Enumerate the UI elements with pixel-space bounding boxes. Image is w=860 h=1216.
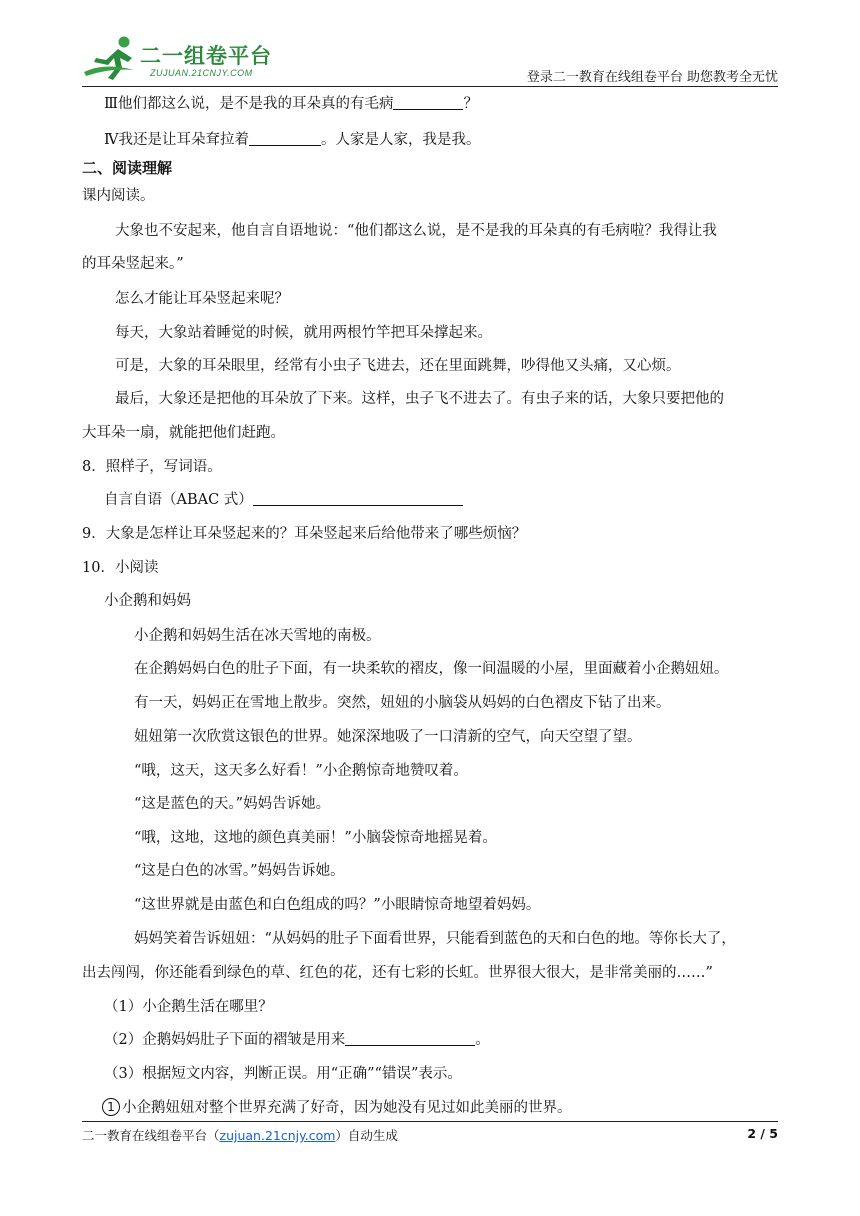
header-slogan: 登录二一教育在线组卷平台 助您教考全无忧 [526,70,778,85]
question-9: 9．大象是怎样让耳朵竖起来的？耳朵竖起来后给他带来了哪些烦恼？ [82,526,527,542]
sub-question-1: （1）小企鹅生活在哪里？ [104,999,273,1015]
text-line: 可是，大象的耳朵眼里，经常有小虫子飞进去，还在里面跳舞，吵得他又头痛，又心烦。 [115,358,681,374]
brand-name: 二一组卷平台 [140,44,272,68]
text-line: “这是蓝色的天。”妈妈告诉她。 [134,796,331,812]
brand-logo[interactable] [78,32,288,84]
text-line: Ⅳ我还是让耳朵耷拉着 。人家是人家，我是我。 [104,132,481,148]
question-8: 8．照样子，写词语。 [82,459,222,475]
header-divider [82,86,778,87]
text-line: “哦，这地，这地的颜色真美丽！”小脑袋惊奇地摇晃着。 [134,830,497,846]
text-line: “这是白色的冰雪。”妈妈告诉她。 [134,863,345,879]
brand-url: ZUJUAN.21CNJY.COM [150,68,253,78]
text-line: “这世界就是由蓝色和白色组成的吗？”小眼睛惊奇地望着妈妈。 [134,897,541,913]
text-line: 的耳朵竖起来。” [82,256,184,272]
text-line: “哦，这天，这天多么好看！”小企鹅惊奇地赞叹着。 [134,763,468,779]
text-line: 最后，大象还是把他的耳朵放了下来。这样，虫子飞不进去了。有虫子来的话，大象只要把他的 [115,391,724,407]
text-line: 每天，大象站着睡觉的时候，就用两根竹竿把耳朵撑起来。 [115,325,492,341]
text-line: 大耳朵一扇，就能把他们赶跑。 [82,425,285,441]
answer-blank[interactable] [249,130,321,146]
text-line: 小企鹅和妈妈生活在冰天雪地的南极。 [134,628,381,644]
page-footer [82,1126,778,1148]
text-line: 妞妞第一次欣赏这银色的世界。她深深地吸了一口清新的空气，向天空望了望。 [134,729,642,745]
sub-question-3: （3）根据短文内容，判断正误。用“正确”“错误”表示。 [104,1066,462,1082]
text-line: 妈妈笑着告诉妞妞：“从妈妈的肚子下面看世界，只能看到蓝色的天和白色的地。等你长大了， [134,931,736,947]
answer-blank[interactable] [345,1030,475,1046]
section-heading: 二、阅读理解 [82,159,173,177]
text-line: 出去闯闯，你还能看到绿色的草、红色的花，还有七彩的长虹。世界很大很大，是非常美丽的……” [82,965,713,981]
text-line: 课内阅读。 [82,188,155,204]
text-line: 在企鹅妈妈白色的肚子下面，有一块柔软的褶皮，像一间温暖的小屋，里面藏着小企鹅妞妞。 [134,661,729,677]
runner-logo-icon [78,32,140,82]
answer-blank[interactable] [253,490,463,506]
text-line: 怎么才能让耳朵竖起来呢？ [115,291,289,307]
text-line: Ⅲ他们都这么说，是不是我的耳朵真的有毛病 ？ [104,96,478,112]
footer-credit: 二一教育在线组卷平台（zujuan.21cnjy.com）自动生成 [82,1128,398,1143]
page-header [0,0,860,90]
text-line: 有一天，妈妈正在雪地上散步。突然，妞妞的小脑袋从妈妈的白色褶皮下钻了出来。 [134,695,671,711]
story-title: 小企鹅和妈妈 [104,593,191,609]
text-line: 大象也不安起来，他自言自语地说：“他们都这么说，是不是我的耳朵真的有毛病啦？我得让我 [115,223,717,239]
footer-link[interactable]: zujuan.21cnjy.com [219,1128,336,1143]
sub-question-2: （2）企鹅妈妈肚子下面的褶皱是用来 。 [104,1032,490,1048]
text-line: 自言自语（ABAC 式） [104,488,463,509]
circled-number: 1 [102,1098,120,1116]
judgement-item: 1 小企鹅妞妞对整个世界充满了好奇，因为她没有见过如此美丽的世界。 [102,1096,572,1117]
answer-blank[interactable] [393,94,463,110]
page-number: 2 / 5 [747,1126,778,1141]
footer-divider [82,1121,778,1122]
question-10: 10．小阅读 [82,560,159,576]
